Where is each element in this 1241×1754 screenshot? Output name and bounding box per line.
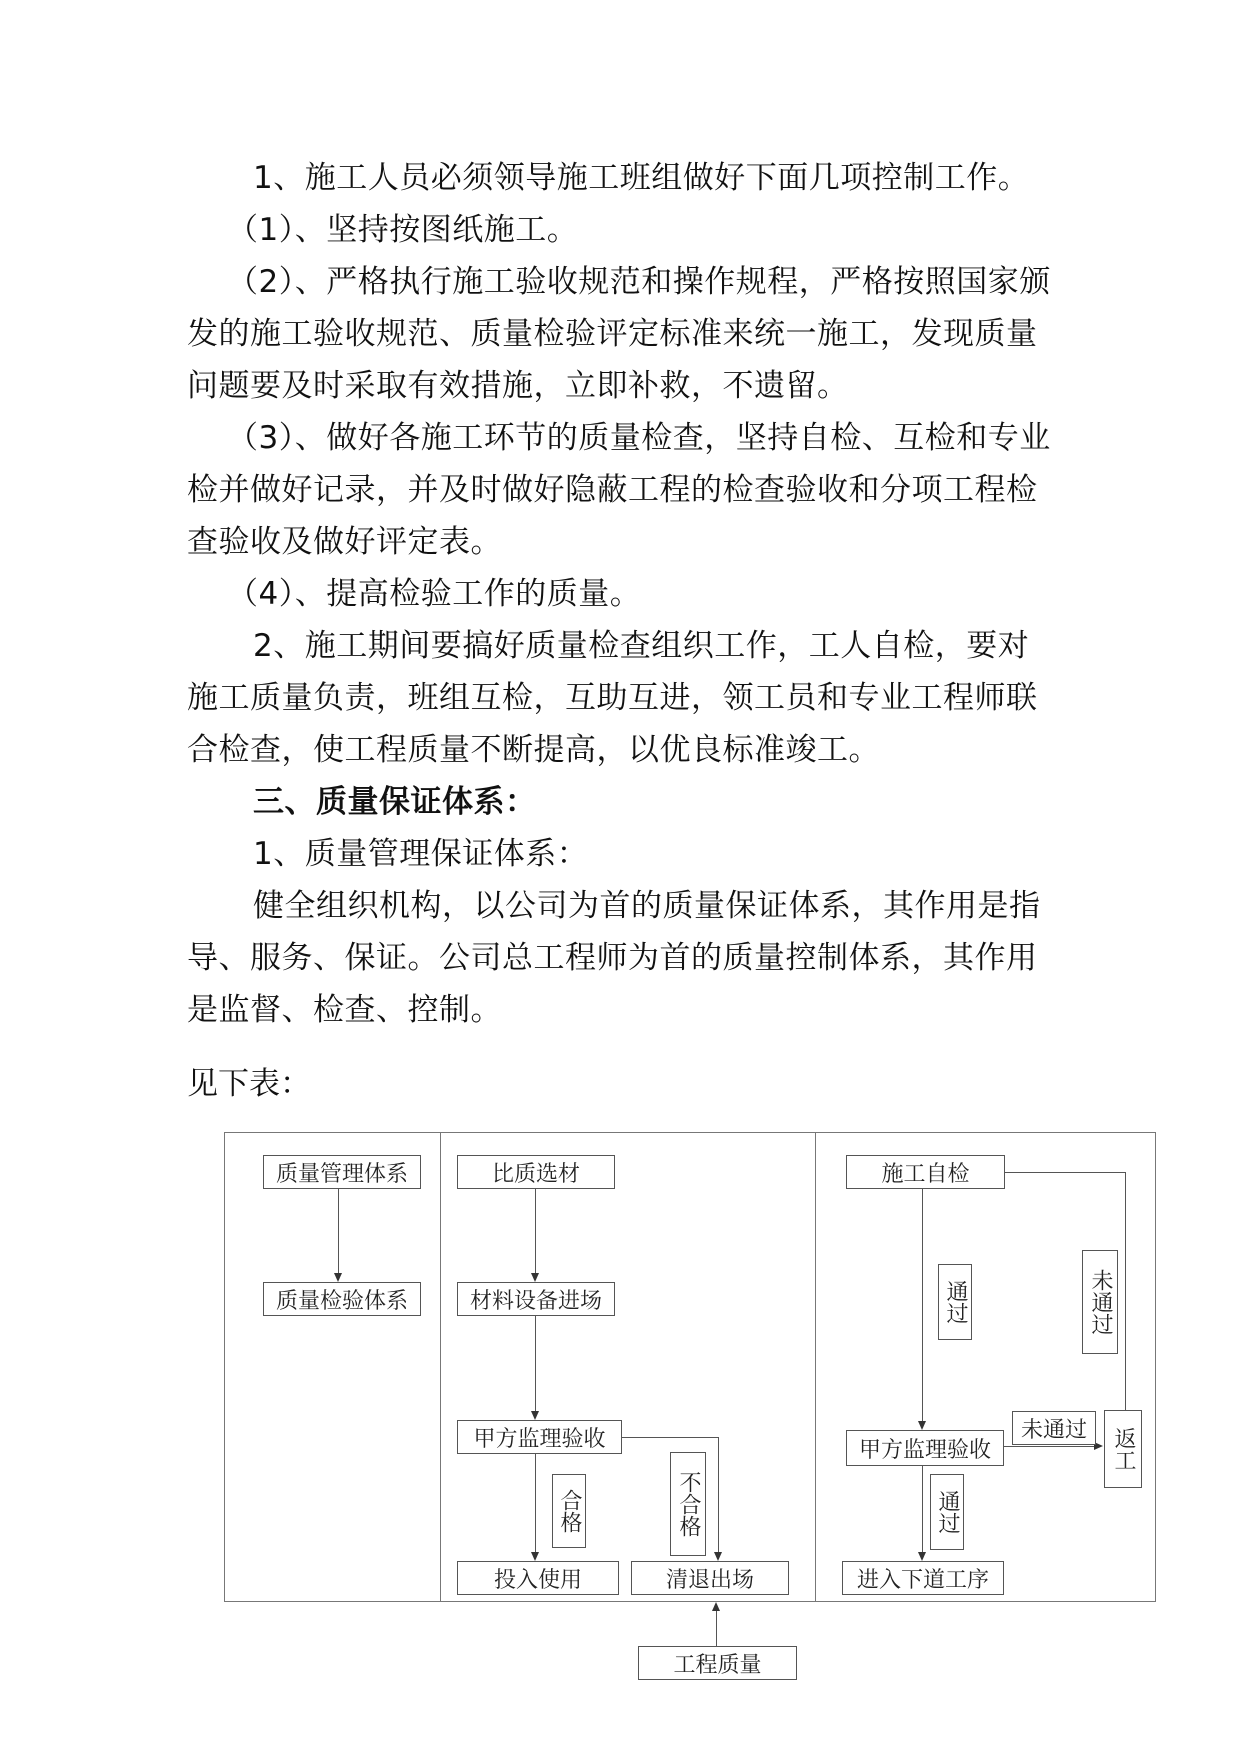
- arrow-down-icon: [714, 1552, 722, 1561]
- paragraph-line: （2）、严格执行施工验收规范和操作规程，严格按照国家颁: [227, 264, 1051, 300]
- paragraph-line: 健全组织机构，以公司为首的质量保证体系，其作用是指: [253, 888, 1041, 924]
- connector-line: [716, 1611, 717, 1646]
- put-into-use-box: 投入使用: [457, 1561, 619, 1595]
- paragraph-line: 查验收及做好评定表。: [187, 524, 502, 560]
- next-process-box: 进入下道工序: [842, 1561, 1004, 1595]
- arrow-down-icon: [918, 1421, 926, 1430]
- paragraph-line: （1）、坚持按图纸施工。: [227, 212, 579, 248]
- connector-line: [718, 1437, 719, 1552]
- connector-line: [1125, 1172, 1126, 1412]
- owner-supervisor-acceptance-box: 甲方监理验收: [457, 1420, 622, 1454]
- arrow-down-icon: [531, 1273, 539, 1282]
- connector-line: [535, 1454, 536, 1552]
- paragraph-line: 发的施工验收规范、质量检验评定标准来统一施工，发现质量: [187, 316, 1038, 352]
- paragraph-line: 2、施工期间要搞好质量检查组织工作，工人自检，要对: [253, 628, 1030, 664]
- paragraph-line: 问题要及时采取有效措施，立即补救，不遗留。: [187, 368, 849, 404]
- paragraph-line: （3）、做好各施工环节的质量检查，坚持自检、互检和专业: [227, 420, 1051, 456]
- arrow-down-icon: [334, 1273, 342, 1282]
- paragraph-line: （4）、提高检验工作的质量。: [227, 576, 642, 612]
- pass-label-1-text: 通过: [943, 1280, 968, 1324]
- paragraph-line: 导、服务、保证。公司总工程师为首的质量控制体系，其作用: [187, 940, 1038, 976]
- paragraph-line: 是监督、检查、控制。: [187, 992, 502, 1028]
- paragraph-line: 1、施工人员必须领导施工班组做好下面几项控制工作。: [253, 160, 1030, 196]
- owner-supervisor-acceptance-box-2: 甲方监理验收: [846, 1430, 1004, 1466]
- section-heading: 三、质量保证体系：: [253, 784, 537, 820]
- see-table-label: 见下表：: [187, 1066, 311, 1102]
- arrow-up-icon: [712, 1602, 720, 1611]
- material-entry-box: 材料设备进场: [457, 1282, 615, 1316]
- connector-line: [922, 1189, 923, 1421]
- arrow-down-icon: [918, 1552, 926, 1561]
- connector-line: [622, 1437, 718, 1438]
- connector-line: [922, 1466, 923, 1552]
- construction-self-check-box: 施工自检: [846, 1155, 1005, 1189]
- paragraph-line: 施工质量负责，班组互检，互助互进，领工员和专业工程师联: [187, 680, 1038, 716]
- connector-line: [1004, 1446, 1094, 1447]
- rework-box-text: 返工: [1111, 1427, 1136, 1471]
- quality-management-system-box: 质量管理体系: [263, 1155, 421, 1189]
- pass-label-2-text: 通过: [935, 1490, 960, 1534]
- connector-line: [338, 1189, 339, 1273]
- connector-line: [1005, 1172, 1125, 1173]
- fail-label-1-text: 未通过: [1088, 1269, 1113, 1335]
- connector-line: [535, 1316, 536, 1412]
- fail-label-2: 未通过: [1012, 1411, 1096, 1445]
- fail-label-text: 不合格: [676, 1471, 701, 1537]
- pass-label-text: 合格: [557, 1489, 582, 1533]
- arrow-down-icon: [531, 1411, 539, 1420]
- pass-label-2: [930, 1474, 964, 1550]
- quality-inspection-system-box: 质量检验体系: [263, 1282, 421, 1316]
- rework-box: [1104, 1410, 1142, 1488]
- paragraph-line: 合检查，使工程质量不断提高，以优良标准竣工。: [187, 732, 880, 768]
- column-divider: [815, 1132, 816, 1602]
- connector-line: [535, 1189, 536, 1273]
- subsection-heading: 1、质量管理保证体系：: [253, 836, 589, 872]
- fail-label-1: [1082, 1250, 1118, 1354]
- paragraph-line: 检并做好记录，并及时做好隐蔽工程的检查验收和分项工程检: [187, 472, 1038, 508]
- project-quality-box: 工程质量: [638, 1646, 797, 1680]
- material-selection-box: 比质选材: [457, 1155, 615, 1189]
- pass-label-1: [938, 1264, 972, 1340]
- fail-label: [670, 1452, 706, 1556]
- arrow-down-icon: [531, 1552, 539, 1561]
- column-divider: [440, 1132, 441, 1602]
- pass-label: [552, 1474, 586, 1548]
- clear-out-box: 清退出场: [631, 1561, 789, 1595]
